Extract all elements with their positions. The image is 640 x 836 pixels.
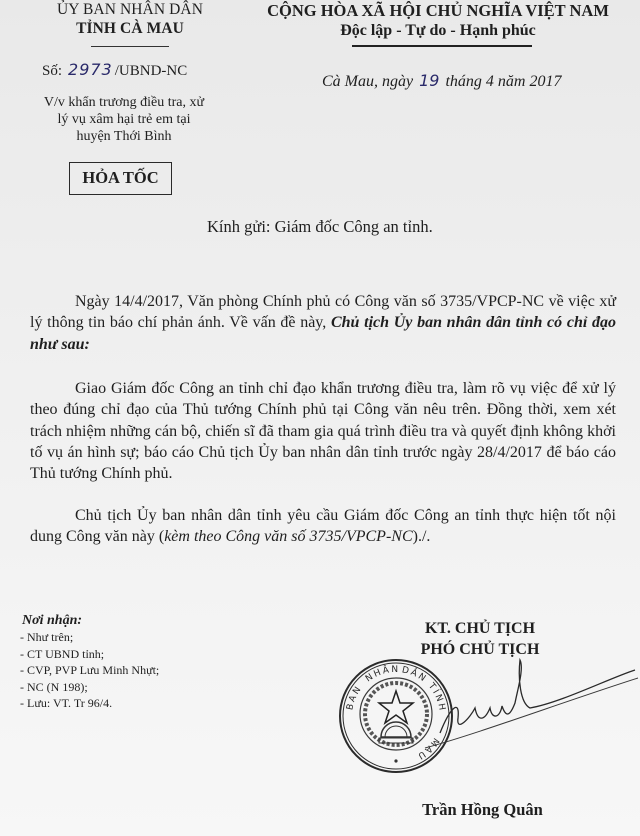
paragraph-italic-reference: kèm theo Công văn số 3735/VPCP-NC — [164, 528, 413, 546]
signer-name: Trần Hồng Quân — [422, 800, 543, 819]
issuing-authority — [30, 0, 230, 47]
paragraph-text: Chủ tịch Ủy ban nhân dân tỉnh yêu cầu Giám đốc Công an tỉnh thực hiện tốt nội dung Công văn này ( — [30, 507, 616, 546]
urgency-stamp: HỎA TỐC — [69, 162, 172, 195]
body-paragraph-1 — [30, 291, 616, 355]
date-suffix: tháng 4 năm 2017 — [445, 73, 562, 90]
subject-summary — [34, 94, 214, 145]
national-header — [238, 1, 638, 47]
nation-title: CỘNG HÒA XÃ HỘI CHỦ NGHĨA VIỆT NAM — [267, 1, 609, 20]
place-date — [322, 71, 561, 91]
header-divider-left — [91, 46, 169, 47]
date-prefix: Cà Mau, ngày — [322, 73, 414, 90]
paragraph-emphasis: Chủ tịch Ủy ban nhân dân tỉnh có chỉ đạo như sau: — [30, 314, 617, 353]
seal-text: DÂN — [400, 665, 429, 685]
date-day-handwritten: 19 — [419, 71, 440, 90]
org-name-line2: TỈNH CÀ MAU — [76, 20, 184, 37]
body-paragraph-3 — [30, 505, 616, 548]
national-motto: Độc lập - Tự do - Hạnh phúc — [340, 22, 536, 39]
document-number-suffix: /UBND-NC — [114, 63, 188, 79]
document-number — [42, 60, 187, 80]
distribution-item: - Như trên; — [20, 630, 74, 644]
header-divider-right — [352, 45, 532, 47]
subject-line: huyện Thới Bình — [76, 129, 172, 144]
distribution-item: - CT UBND tỉnh; — [20, 646, 105, 661]
org-name-line1: ỦY BAN NHÂN DÂN — [56, 1, 204, 18]
handwritten-signature-icon — [420, 648, 640, 758]
recipient-line: Kính gửi: Giám đốc Công an tỉnh. — [207, 217, 433, 236]
distribution-item: - NC (N 198); — [20, 679, 88, 694]
signer-role-line2: PHÓ CHỦ TỊCH — [420, 641, 540, 658]
body-paragraph-2 — [30, 378, 616, 484]
distribution-item: - Lưu: VT. Tr 96/4. — [20, 696, 113, 711]
signer-role-line1: KT. CHỦ TỊCH — [424, 620, 536, 637]
seal-text: MAU — [414, 735, 441, 762]
distribution-list — [20, 612, 159, 712]
document-number-handwritten: 2973 — [68, 60, 113, 79]
subject-line: lý vụ xâm hại trẻ em tại — [57, 112, 191, 127]
seal-text: BAN — [345, 683, 365, 712]
paragraph-text: Ngày 14/4/2017, Văn phòng Chính phủ có Công văn số 3735/VPCP-NC về việc xử lý thông tin báo chí phản ánh. Về vấn đề này, — [30, 293, 616, 332]
paragraph-text: Giao Giám đốc Công an tỉnh chỉ đạo khẩn trương điều tra, làm rõ vụ việc để xử lý theo đúng chỉ đạo của Thủ tướng Chính phủ tại Công văn nêu trên. Đồng thời, xem xét trách nhiệm những cán bộ, chiến sĩ đã tham gia quá trình điều tra và quyết định không khởi tố vụ án hình sự; báo cáo Chủ tịch Ủy ban nhân dân tỉnh trước ngày 28/4/2017 để báo cáo Thủ tướng Chính phủ. — [30, 380, 616, 483]
distribution-title: Nơi nhận: — [22, 613, 83, 628]
subject-line: V/v khẩn trương điều tra, xử — [43, 95, 205, 110]
seal-text: TỈNH — [425, 681, 447, 714]
seal-text: NHÂN — [363, 664, 401, 685]
paragraph-end: )./. — [412, 528, 431, 546]
document-number-prefix: Số: — [42, 63, 63, 79]
distribution-item: - CVP, PVP Lưu Minh Nhựt; — [20, 663, 160, 678]
